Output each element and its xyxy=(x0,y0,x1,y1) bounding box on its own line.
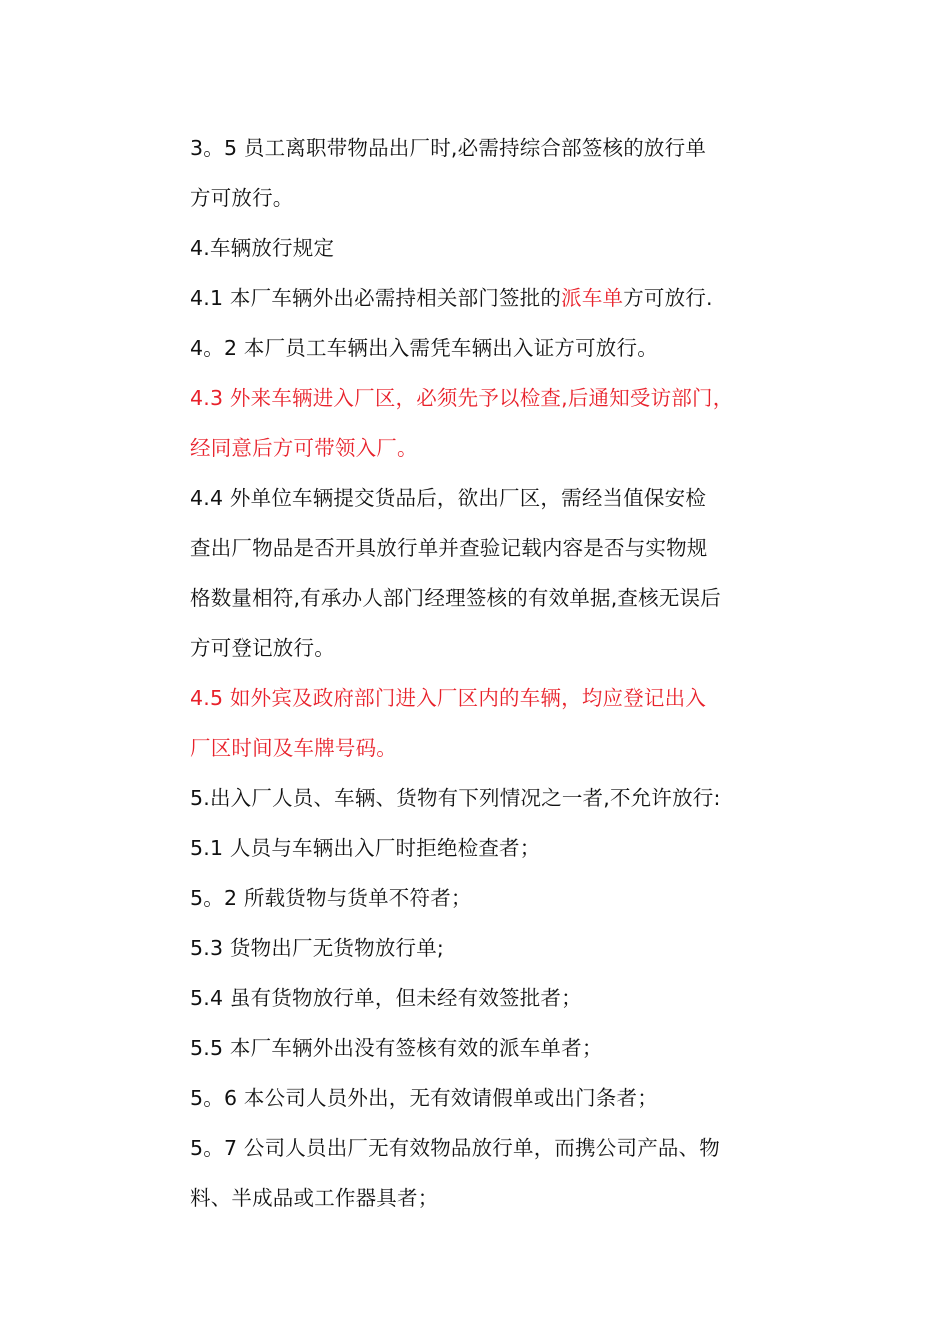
highlighted-line: 4.3 外来车辆进入厂区，必须先予以检查,后通知受访部门， xyxy=(190,386,734,410)
text-segment: 4.1 本厂车辆外出必需持相关部门签批的 xyxy=(190,286,562,310)
text-line: 4.4 外单位车辆提交货品后，欲出厂区，需经当值保安检 xyxy=(190,486,707,510)
text-line: 方可登记放行。 xyxy=(190,636,335,660)
text-line: 格数量相符,有承办人部门经理签核的有效单据,查核无误后 xyxy=(190,586,721,610)
text-line: 3。5 员工离职带物品出厂时,必需持综合部签核的放行单 xyxy=(190,136,707,160)
text-line: 5。6 本公司人员外出，无有效请假单或出门条者； xyxy=(190,1086,658,1110)
document-body xyxy=(190,123,780,1223)
text-line: 5.3 货物出厂无货物放行单; xyxy=(190,936,445,960)
highlighted-line: 经同意后方可带领入厂。 xyxy=(190,436,418,460)
text-line: 5。2 所载货物与货单不符者； xyxy=(190,886,472,910)
highlighted-line: 厂区时间及车牌号码。 xyxy=(190,736,397,760)
text-line: 5.1 人员与车辆出入厂时拒绝检查者； xyxy=(190,836,541,860)
section-heading: 4.车辆放行规定 xyxy=(190,236,335,260)
section-heading: 5.出入厂人员、车辆、货物有下列情况之一者,不允许放行: xyxy=(190,786,721,810)
text-line: 方可放行。 xyxy=(190,186,294,210)
text-segment: 方可放行. xyxy=(623,286,713,310)
text-line: 4。2 本厂员工车辆出入需凭车辆出入证方可放行。 xyxy=(190,336,658,360)
text-line: 5。7 公司人员出厂无有效物品放行单，而携公司产品、物 xyxy=(190,1136,721,1160)
text-line: 5.4 虽有货物放行单，但未经有效签批者； xyxy=(190,986,582,1010)
text-line xyxy=(190,273,780,323)
highlighted-term: 派车单 xyxy=(561,286,624,310)
text-line: 查出厂物品是否开具放行单并查验记载内容是否与实物规 xyxy=(190,536,708,560)
text-line: 5.5 本厂车辆外出没有签核有效的派车单者； xyxy=(190,1036,603,1060)
highlighted-line: 4.5 如外宾及政府部门进入厂区内的车辆，均应登记出入 xyxy=(190,686,707,710)
text-line: 料、半成品或工作器具者； xyxy=(190,1186,439,1210)
